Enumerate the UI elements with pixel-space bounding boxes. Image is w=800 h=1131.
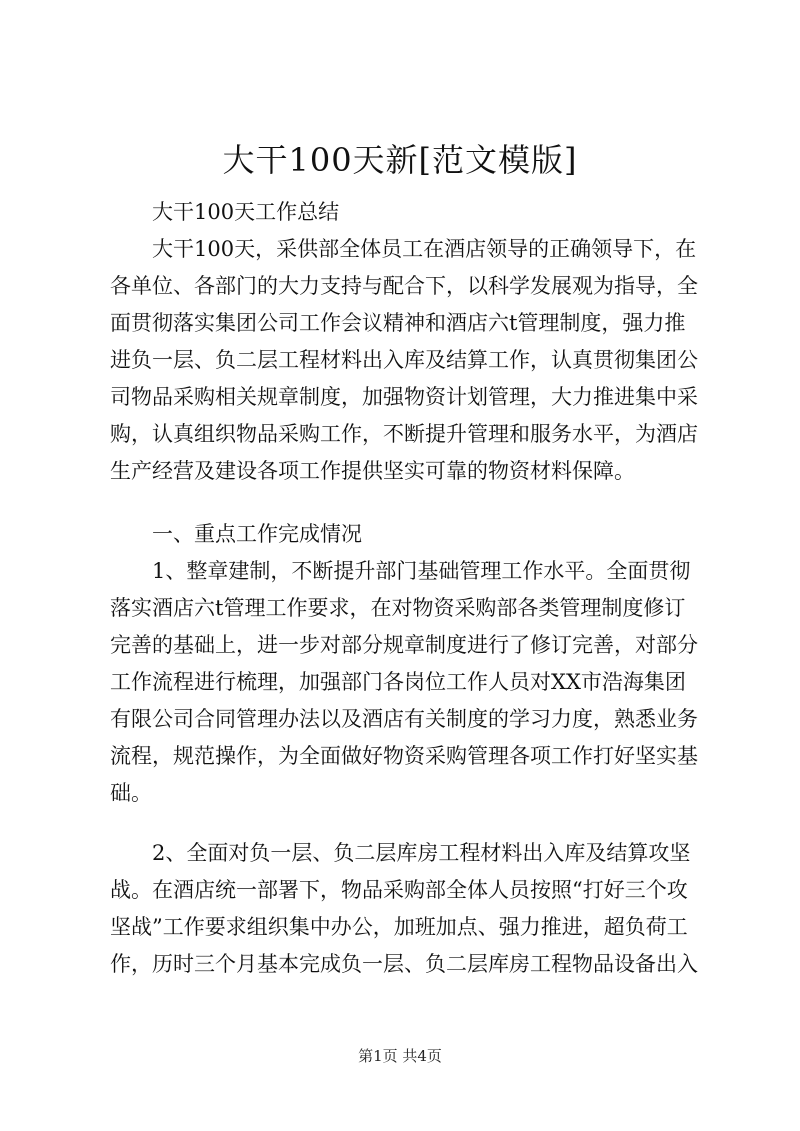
paragraph-item-1 bbox=[110, 553, 700, 812]
paragraph-line: 完善的基础上，进一步对部分规章制度进行了修订完善，对部分 bbox=[110, 633, 698, 657]
paragraph-line: 1、整章建制，不断提升部门基础管理工作水平。全面贯彻 bbox=[152, 559, 691, 583]
subtitle-line: 大干100天工作总结 bbox=[152, 200, 340, 224]
section-heading bbox=[110, 516, 700, 553]
paragraph-line: 坚战”工作要求组织集中办公，加班加点、强力推进，超负荷工 bbox=[110, 915, 688, 939]
page-footer: 第1页 共4页 bbox=[358, 1047, 442, 1065]
document-title: 大干100天新[范文模版] bbox=[222, 141, 578, 179]
paragraph-line: 作，历时三个月基本完成负一层、负二层库房工程物品设备出入 bbox=[110, 952, 698, 976]
paragraph-line: 面贯彻落实集团公司工作会议精神和酒店六t管理制度，强力推 bbox=[110, 311, 686, 335]
document-subtitle bbox=[110, 194, 700, 231]
paragraph-line: 司物品采购相关规章制度，加强物资计划管理，大力推进集中采 bbox=[110, 385, 698, 409]
section-heading-line: 一、重点工作完成情况 bbox=[152, 522, 362, 546]
paragraph-line: 生产经营及建设各项工作提供坚实可靠的物资材料保障。 bbox=[110, 459, 635, 483]
paragraph-line: 进负一层、负二层工程材料出入库及结算工作，认真贯彻集团公 bbox=[110, 348, 698, 372]
paragraph-line: 2、全面对负一层、负二层库房工程材料出入库及结算攻坚 bbox=[152, 841, 691, 865]
paragraph-line: 础。 bbox=[110, 781, 152, 805]
paragraph-line: 战。在酒店统一部署下，物品采购部全体人员按照“打好三个攻 bbox=[110, 878, 688, 902]
paragraph-line: 流程，规范操作，为全面做好物资采购管理各项工作打好坚实基 bbox=[110, 744, 698, 768]
paragraph-line: 购，认真组织物品采购工作，不断提升管理和服务水平，为酒店 bbox=[110, 422, 698, 446]
paragraph-line: 各单位、各部门的大力支持与配合下，以科学发展观为指导，全 bbox=[110, 274, 698, 298]
paragraph-line: 落实酒店六t管理工作要求，在对物资采购部各类管理制度修订 bbox=[110, 596, 686, 620]
paragraph-line: 工作流程进行梳理，加强部门各岗位工作人员对XX市浩海集团 bbox=[110, 670, 686, 694]
paragraph-item-2 bbox=[110, 835, 700, 983]
paragraph-line: 大干100天，采供部全体员工在酒店领导的正确领导下，在 bbox=[152, 237, 697, 261]
paragraph-intro bbox=[110, 231, 700, 490]
paragraph-line: 有限公司合同管理办法以及酒店有关制度的学习力度，熟悉业务 bbox=[110, 707, 698, 731]
